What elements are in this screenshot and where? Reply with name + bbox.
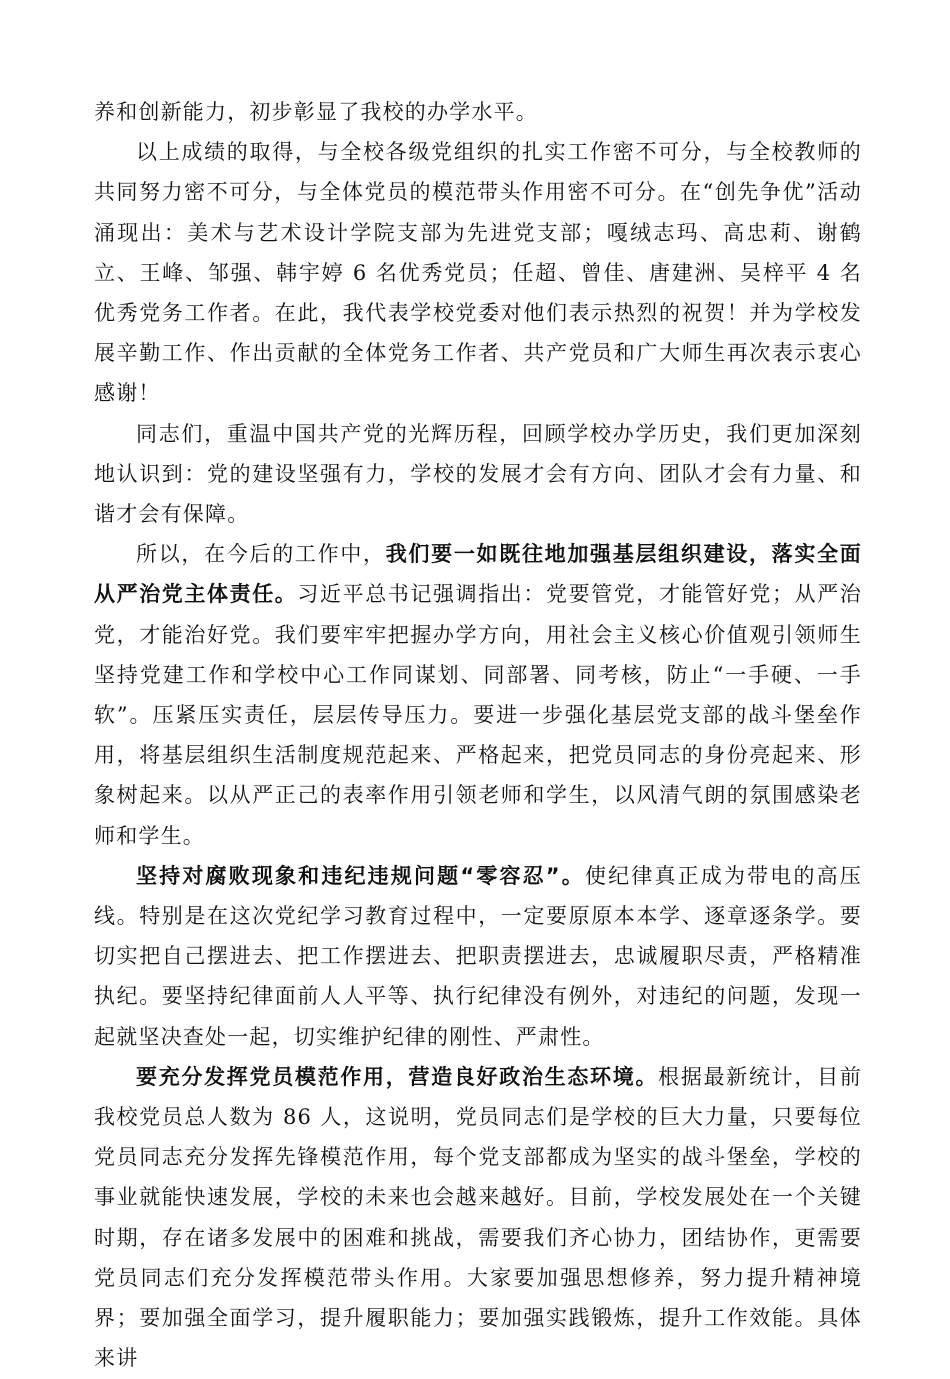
paragraph-6-text: 根据最新统计，目前我校党员总人数为 86 人，这说明，党员同志们是学校的巨大力量，只要每位党员同志充分发挥先锋模范作用，每个党支部都成为坚实的战斗堡垒，学校的事业就能快速发展，学校的未来也会越来越好。目前，学校发展处在一个关键时期，存在诸多发展中的困难和挑战，需要我们齐心协力，团结协作，更需要党员同志们充分发挥模范带头作用。大家要加强思想修养，努力提升精神境界；要加强全面学习，提升履职能力；要加强实践锻炼，提升工作效能。具体来讲 <box>94 1064 862 1371</box>
paragraph-3-text: 同志们，重温中国共产党的光辉历程，回顾学校办学历史，我们更加深刻地认识到：党的建设坚强有力，学校的发展才会有方向、团队才会有力量、和谐才会有保障。 <box>94 421 862 527</box>
paragraph-4-text: 习近平总书记强调指出：党要管党，才能管好党；从严治党，才能治好党。我们要牢牢把握办学方向，用社会主义核心价值观引领师生坚持党建工作和学校中心工作同谋划、同部署、同考核，防止“一手硬、一手软”。压紧压实责任，层层传导压力。要进一步强化基层党支部的战斗堡垒作用，将基层组织生活制度规范起来、严格起来，把党员同志的身份亮起来、形象树起来。以从严正己的表率作用引领老师和学生，以风清气朗的氛围感染老师和学生。 <box>94 582 862 848</box>
paragraph-4-emphasis: 我们要一如既往地加强基层组织建设，落实全面从严治党主体责任。 <box>94 542 862 607</box>
document-body <box>94 92 862 1379</box>
paragraph-4-lead: 所以，在今后的工作中， <box>136 542 386 567</box>
paragraph-6-heading: 要充分发挥党员模范作用，营造良好政治生态环境。 <box>136 1064 659 1089</box>
paragraph-6 <box>94 1057 862 1379</box>
paragraph-2 <box>94 132 862 413</box>
paragraph-5 <box>94 856 862 1057</box>
paragraph-2-text: 以上成绩的取得，与全校各级党组织的扎实工作密不可分，与全校教师的共同努力密不可分，与全体党员的模范带头作用密不可分。在“创先争优”活动涌现出：美术与艺术设计学院支部为先进党支部；嘎绒志玛、高忠莉、谢鹤立、王峰、邹强、韩宇婷 6 名优秀党员；任超、曾佳、唐建洲、吴梓平 4 名优秀党务工作者。在此，我代表学校党委对他们表示热烈的祝贺！并为学校发展辛勤工作、作出贡献的全体党务工作者、共产党员和广大师生再次表示衷心感谢！ <box>94 140 862 406</box>
paragraph-5-text: 使纪律真正成为带电的高压线。特别是在这次党纪学习教育过程中，一定要原原本本学、逐章逐条学。要切实把自己摆进去、把工作摆进去、把职责摆进去，忠诚履职尽责，严格精准执纪。要坚持纪律面前人人平等、执行纪律没有例外，对违纪的问题，发现一起就坚决查处一起，切实维护纪律的刚性、严肃性。 <box>94 863 862 1049</box>
paragraph-1-text: 养和创新能力，初步彰显了我校的办学水平。 <box>94 100 538 124</box>
paragraph-5-heading: 坚持对腐败现象和违纪违规问题“零容忍”。 <box>136 863 585 888</box>
paragraph-3 <box>94 414 862 535</box>
paragraph-1 <box>94 92 862 132</box>
paragraph-4 <box>94 534 862 856</box>
